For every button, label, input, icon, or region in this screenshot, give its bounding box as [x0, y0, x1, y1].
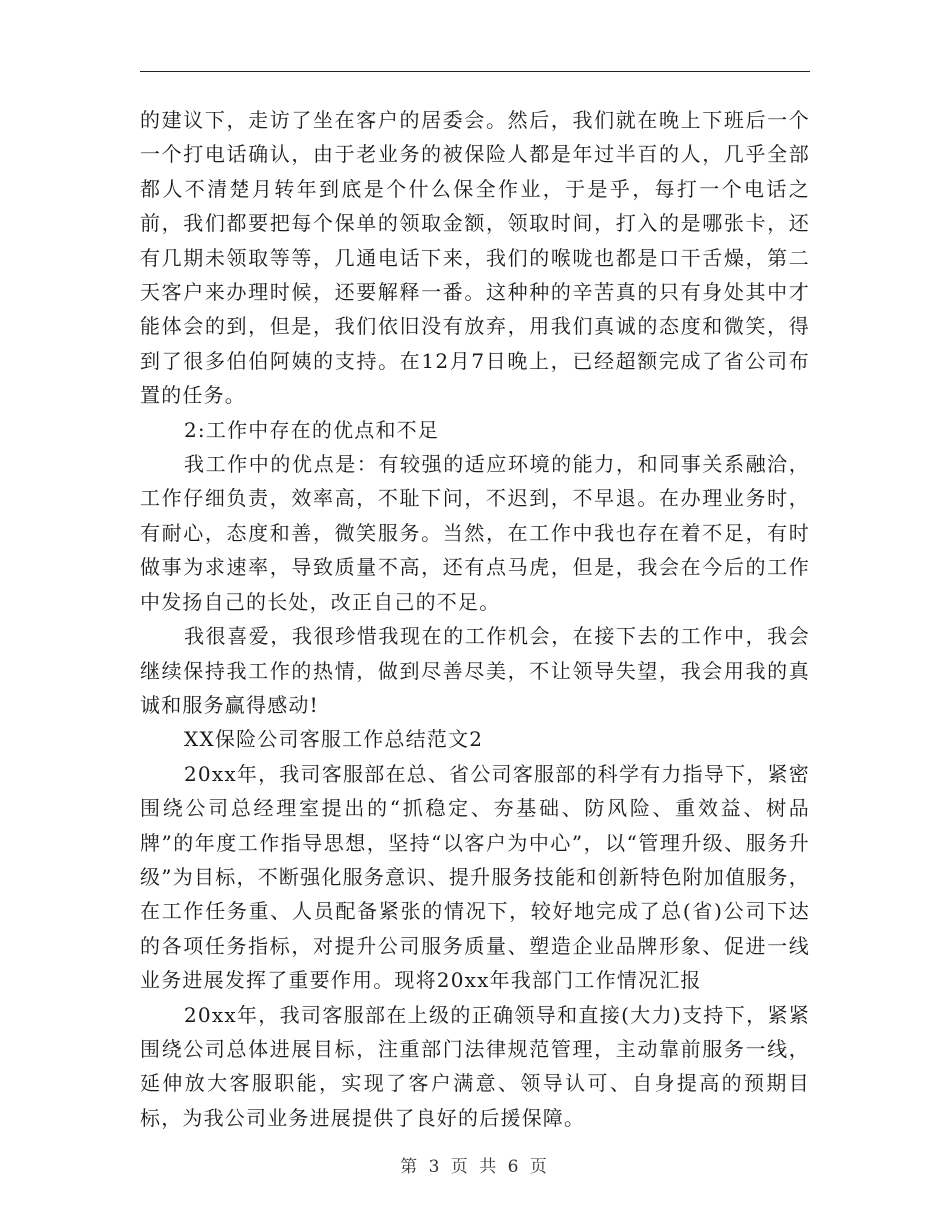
paragraph-annual-goals: 20xx年，我司客服部在上级的正确领导和直接(大力)支持下，紧紧围绕公司总体进展目标，注重部门法律规范管理，主动靠前服务一线，延伸放大客服职能，实现了客户满意、领导认可、自身提高的预期目标，为我公司业务进展提供了良好的后援保障。 — [140, 1002, 810, 1130]
document-body — [140, 103, 810, 1135]
paragraph-strengths: 我工作中的优点是：有较强的适应环境的能力，和同事关系融洽，工作仔细负责，效率高，不耻下问，不迟到，不早退。在办理业务时，有耐心，态度和善，微笑服务。当然，在工作中我也存在着不足，有时做事为求速率，导致质量不高，还有点马虎，但是，我会在今后的工作中发扬自己的长处，改正自己的不足。 — [140, 452, 810, 614]
header-rule — [140, 71, 810, 72]
paragraph-commitment: 我很喜爱，我很珍惜我现在的工作机会，在接下去的工作中，我会继续保持我工作的热情，做到尽善尽美，不让领导失望，我会用我的真诚和服务赢得感动! — [140, 624, 810, 717]
page-number-footer: 第 3 页 共 6 页 — [400, 1157, 550, 1177]
paragraph-annual-summary: 20xx年，我司客服部在总、省公司客服部的科学有力指导下，紧密围绕公司总经理室提出的“抓稳定、夯基础、防风险、重效益、树品牌”的年度工作指导思想，坚持“以客户为中心”，以“管理升级、服务升级”为目标，不断强化服务意识、提升服务技能和创新特色附加值服务，在工作任务重、人员配备紧张的情况下，较好地完成了总(省)公司下达的各项任务指标，对提升公司服务质量、塑造企业品牌形象、促进一线业务进展发挥了重要作用。现将20xx年我部门工作情况汇报 — [140, 761, 810, 993]
section-heading-example-2: XX保险公司客服工作总结范文2 — [184, 727, 484, 752]
section-heading-strengths: 2:工作中存在的优点和不足 — [184, 417, 440, 442]
paragraph-continuation: 的建议下，走访了坐在客户的居委会。然后，我们就在晚上下班后一个一个打电话确认，由于老业务的被保险人都是年过半百的人，几乎全部都人不清楚月转年到底是个什么保全作业，于是乎，每打一个电话之前，我们都要把每个保单的领取金额，领取时间，打入的是哪张卡，还有几期未领取等等，几通电话下来，我们的喉咙也都是口干舌燥，第二天客户来办理时候，还要解释一番。这种种的辛苦真的只有身处其中才能体会的到，但是，我们依旧没有放弃，用我们真诚的态度和微笑，得到了很多伯伯阿姨的支持。在12月7日晚上，已经超额完成了省公司布置的任务。 — [140, 108, 810, 408]
